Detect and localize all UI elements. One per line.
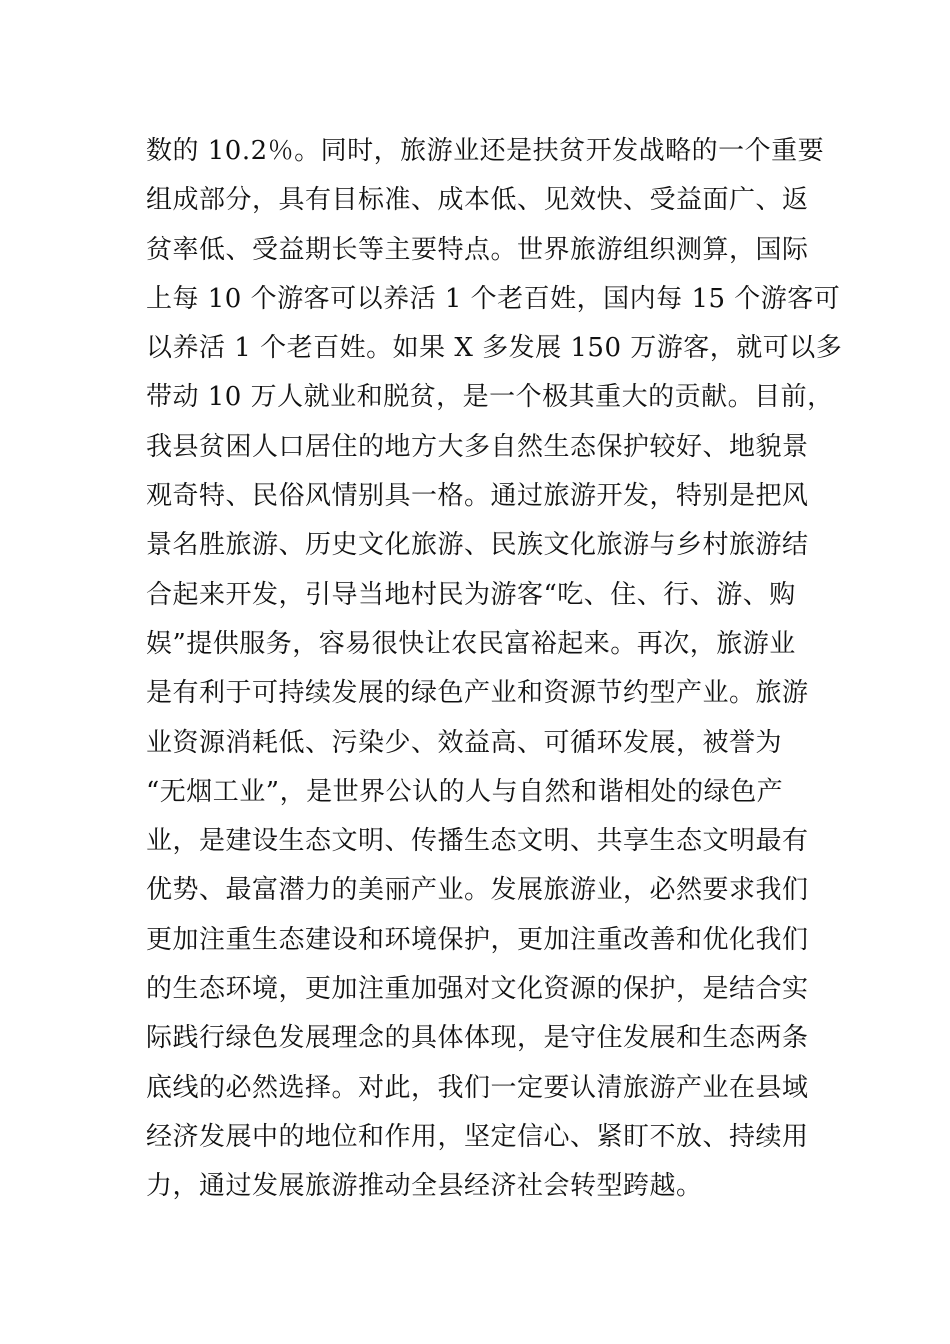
text-line: 的生态环境，更加注重加强对文化资源的保护，是结合实 — [146, 974, 809, 1005]
text-line: 数的 10.2％。同时，旅游业还是扶贫开发战略的一个重要 — [146, 136, 825, 166]
text-line: 贫率低、受益期长等主要特点。世界旅游组织测算，国际 — [146, 234, 809, 265]
text-line: 以养活 1 个老百姓。如果 X 多发展 150 万游客，就可以多 — [146, 333, 843, 364]
text-line: 力，通过发展旅游推动全县经济社会转型跨越。 — [146, 1171, 703, 1202]
text-line: 优势、最富潜力的美丽产业。发展旅游业，必然要求我们 — [146, 875, 809, 906]
text-line: 更加注重生态建设和环境保护，更加注重改善和优化我们 — [146, 924, 809, 955]
text-line: 际践行绿色发展理念的具体体现，是守住发展和生态两条 — [146, 1023, 809, 1054]
text-line: 观奇特、民俗风情别具一格。通过旅游开发，特别是把风 — [146, 481, 809, 512]
text-line: 带动 10 万人就业和脱贫，是一个极其重大的贡献。目前， — [146, 382, 834, 413]
text-line: 底线的必然选择。对此，我们一定要认清旅游产业在县域 — [146, 1072, 809, 1103]
text-line: 业资源消耗低、污染少、效益高、可循环发展，被誉为 — [146, 727, 783, 758]
text-line: 娱”提供服务，容易很快让农民富裕起来。再次，旅游业 — [146, 628, 796, 659]
text-line: 合起来开发，引导当地村民为游客“吃、住、行、游、购 — [146, 579, 796, 610]
text-line: 业，是建设生态文明、传播生态文明、共享生态文明最有 — [146, 826, 809, 857]
text-line: 上每 10 个游客可以养活 1 个老百姓，国内每 15 个游客可 — [146, 283, 841, 314]
text-line: 经济发展中的地位和作用，坚定信心、紧盯不放、持续用 — [146, 1121, 809, 1152]
text-line: 组成部分，具有目标准、成本低、见效快、受益面广、返 — [146, 185, 809, 216]
text-line: 景名胜旅游、历史文化旅游、民族文化旅游与乡村旅游结 — [146, 530, 809, 561]
text-line: 是有利于可持续发展的绿色产业和资源节约型产业。旅游 — [146, 678, 809, 709]
text-line: 我县贫困人口居住的地方大多自然生态保护较好、地貌景 — [146, 431, 809, 462]
body-paragraph — [146, 127, 843, 1212]
text-line: “无烟工业”，是世界公认的人与自然和谐相处的绿色产 — [146, 776, 784, 807]
